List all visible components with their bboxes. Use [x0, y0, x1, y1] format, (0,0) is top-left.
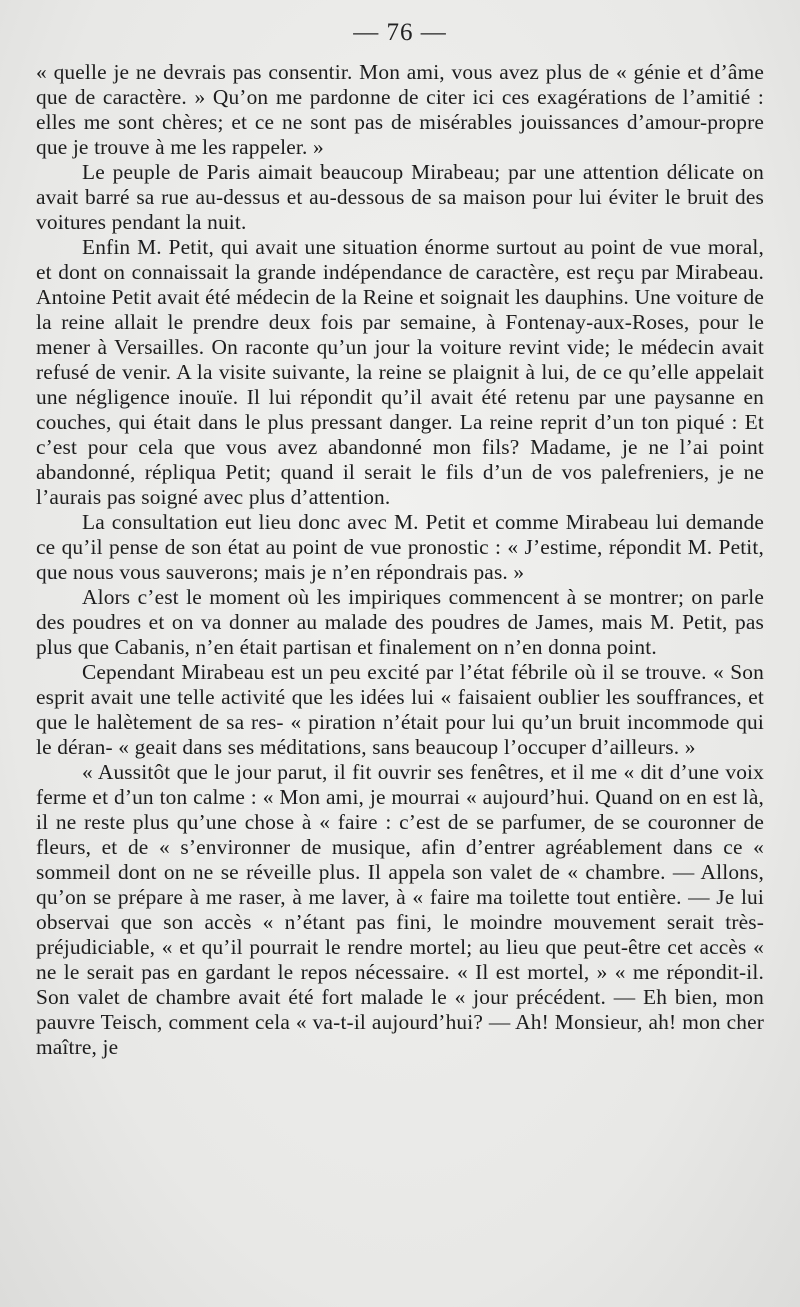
paragraph-antoine-petit: Enfin M. Petit, qui avait une situation énorme surtout au point de vue moral, et dont on connaissait la grande indépendance de caractère, est reçu par Mirabeau. Antoine Petit avait été médecin de la Reine et soignait les dauphins. Une voiture de la reine allait le prendre deux fois par semaine, à Fontenay-aux-Roses, pour le mener à Versailles. On raconte qu’un jour la voiture revint vide; le médecin avait refusé de venir. A la visite suivante, la reine se plaignit à lui, de ce qu’elle appelait une négligence inouïe. Il lui répondit qu’il avait été retenu par une paysanne en couches, qui était dans le plus pressant danger. La reine reprit d’un ton piqué : Et c’est pour cela que vous avez abandonné mon fils? Madame, je ne l’ai point abandonné, répliqua Petit; quand il serait le fils d’un de vos palefreniers, je ne l’aurais pas soigné avec plus d’attention. [36, 235, 764, 509]
page-number: — 76 — [353, 19, 447, 46]
paragraph-quote-continuation: « quelle je ne devrais pas consentir. Mon ami, vous avez plus de « génie et d’âme que de caractère. » Qu’on me pardonne de citer ici ces exagérations de l’amitié : elles me sont chères; et ce ne sont pas de misérables jouissances d’amour-propre que je trouve à me les rappeler. » [36, 60, 764, 159]
paragraph-people-of-paris: Le peuple de Paris aimait beaucoup Mirabeau; par une attention délicate on avait barré sa rue au-dessus et au-dessous de sa maison pour lui éviter le bruit des voitures pendant la nuit. [36, 160, 764, 234]
paragraph-empirics: Alors c’est le moment où les impiriques commencent à se montrer; on parle des poudres et on va donner au malade des poudres de James, mais M. Petit, pas plus que Cabanis, n’en était partisan et finalement on n’en donna point. [36, 585, 764, 659]
paragraph-consultation: La consultation eut lieu donc avec M. Petit et comme Mirabeau lui demande ce qu’il pense de son état au point de vue pronostic : « J’estime, répondit M. Petit, que nous vous sauverons; mais je n’en répondrais pas. » [36, 510, 764, 584]
paragraph-daybreak: « Aussitôt que le jour parut, il fit ouvrir ses fenêtres, et il me « dit d’une voix ferme et d’un ton calme : « Mon ami, je mourrai « aujourd’hui. Quand on en est là, il ne reste plus qu’une chose à « faire : c’est de se parfumer, de se couronner de fleurs, et de « s’environner de musique, afin d’entrer agréablement dans ce « sommeil dont on ne se réveille plus. Il appela son valet de « chambre. — Allons, qu’on se prépare à me raser, à me laver, à « faire ma toilette tout entière. — Je lui observai que son accès « n’étant pas fini, le moindre mouvement serait très-préjudiciable, « et qu’il pourrait le rendre mortel; au lieu que peut-être cet accès « ne le serait pas en gardant le repos nécessaire. « Il est mortel, » « me répondit-il. Son valet de chambre avait été fort malade le « jour précédent. — Eh bien, mon pauvre Teisch, comment cela « va-t-il aujourd’hui? — Ah! Monsieur, ah! mon cher maître, je [36, 760, 764, 1059]
paragraph-febrile-state: Cependant Mirabeau est un peu excité par l’état fébrile où il se trouve. « Son esprit avait une telle activité que les idées lui « faisaient oublier les souffrances, et que le halètement de sa res- « piration n’était pour lui qu’un bruit incommode qui le déran- « geait dans ses méditations, sans beaucoup l’occuper d’ailleurs. » [36, 660, 764, 759]
